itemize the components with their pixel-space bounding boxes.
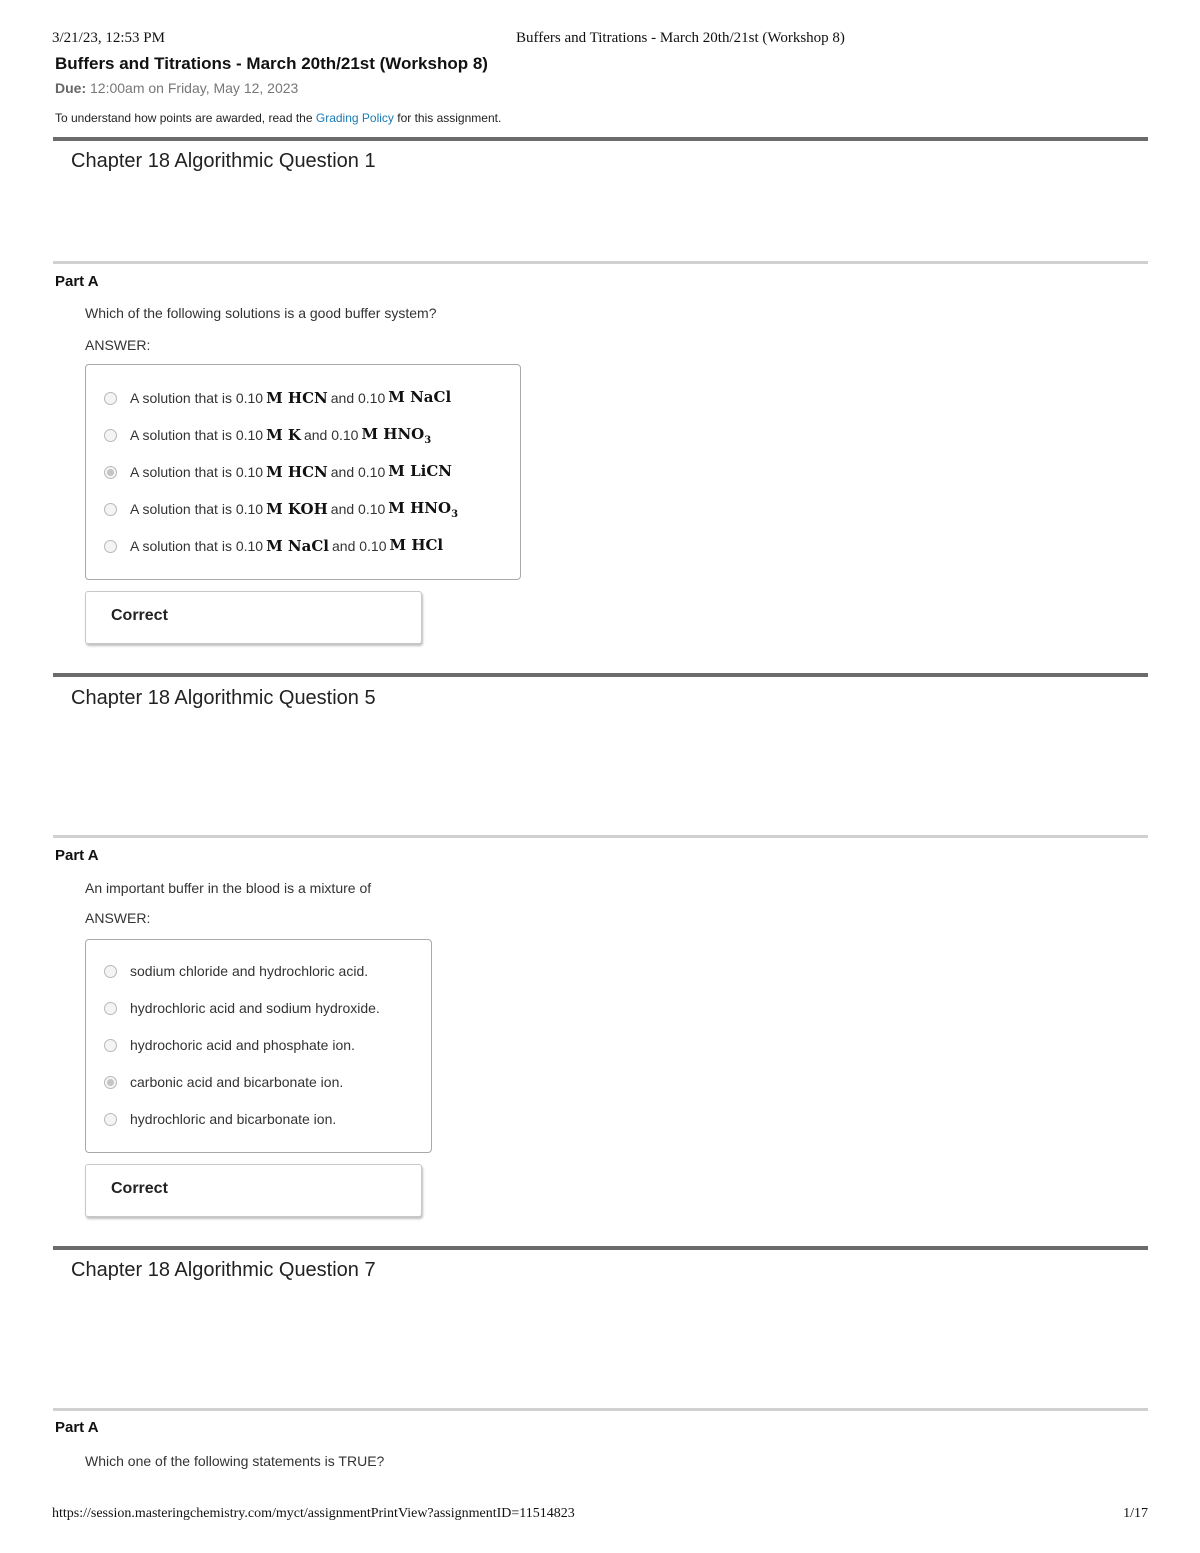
option-text: A solution that is 0.10 (130, 464, 264, 480)
option-text: sodium chloride and hydrochloric acid. (130, 963, 369, 979)
answer-option[interactable] (104, 997, 380, 1019)
print-datetime: 3/21/23, 12:53 PM (52, 30, 165, 46)
due-value: 12:00am on Friday, May 12, 2023 (90, 80, 299, 96)
footer-url: https://session.masteringchemistry.com/myct/assignmentPrintView?assignmentID=11514823 (52, 1506, 575, 1521)
option-text: hydrochloric acid and sodium hydroxide. (130, 1000, 380, 1016)
print-header (52, 30, 1148, 50)
answer-option[interactable] (104, 1108, 336, 1130)
radio-button[interactable] (104, 392, 117, 405)
radio-button[interactable] (104, 503, 117, 516)
radio-button[interactable] (104, 429, 117, 442)
option-text-mid: and 0.10 (330, 464, 386, 480)
answer-option-selected[interactable] (104, 1071, 343, 1093)
chem-formula: M LiCN (388, 461, 452, 480)
feedback-text: Correct (111, 607, 168, 624)
feedback-box (85, 591, 422, 644)
answer-option[interactable] (104, 1034, 355, 1056)
radio-button[interactable] (104, 1039, 117, 1052)
feedback-box (85, 1164, 422, 1217)
chem-formula: M $HNO_3$ (388, 498, 459, 520)
answer-options-box (85, 939, 432, 1153)
grading-policy-note (55, 111, 501, 125)
question-prompt: Which one of the following statements is TRUE? (85, 1453, 385, 1469)
answer-option[interactable] (104, 387, 454, 409)
answer-option-selected[interactable] (104, 461, 455, 483)
chem-formula: M HCN (266, 463, 328, 481)
option-text: carbonic acid and bicarbonate ion. (130, 1074, 344, 1090)
chem-formula: M $HNO_3$ (361, 424, 432, 446)
answer-option[interactable] (104, 498, 461, 520)
part-label: Part A (55, 1419, 99, 1436)
chem-formula: M KOH (266, 500, 328, 518)
radio-button[interactable] (104, 965, 117, 978)
question-title: Chapter 18 Algorithmic Question 5 (71, 687, 376, 709)
question-title: Chapter 18 Algorithmic Question 7 (71, 1259, 376, 1281)
option-text: hydrochoric acid and phosphate ion. (130, 1037, 355, 1053)
option-text-mid: and 0.10 (330, 390, 386, 406)
chem-formula: M HCl (389, 535, 444, 554)
print-doc-title: Buffers and Titrations - March 20th/21st (Workshop 8) (516, 30, 845, 46)
option-text-mid: and 0.10 (330, 501, 386, 517)
policy-suffix: for this assignment. (397, 111, 502, 125)
assignment-title: Buffers and Titrations - March 20th/21st (Workshop 8) (55, 54, 488, 73)
part-label: Part A (55, 847, 99, 864)
feedback-text: Correct (111, 1180, 168, 1197)
question-divider (53, 1246, 1148, 1250)
question-prompt: Which of the following solutions is a good buffer system? (85, 305, 437, 321)
question-divider (53, 137, 1148, 141)
question-prompt: An important buffer in the blood is a mixture of (85, 880, 372, 896)
due-date (55, 80, 298, 96)
option-text: hydrochloric and bicarbonate ion. (130, 1111, 337, 1127)
question-title: Chapter 18 Algorithmic Question 1 (71, 150, 376, 172)
option-text: A solution that is 0.10 (130, 501, 264, 517)
option-text: A solution that is 0.10 (130, 390, 264, 406)
radio-button[interactable] (104, 1002, 117, 1015)
answer-option[interactable] (104, 960, 368, 982)
answer-options-box (85, 364, 521, 580)
part-divider (53, 1408, 1148, 1411)
answer-option[interactable] (104, 535, 446, 557)
policy-prefix: To understand how points are awarded, read the (55, 111, 313, 125)
chem-formula: M NaCl (388, 387, 452, 406)
due-label: Due: (55, 80, 87, 96)
radio-button-selected[interactable] (104, 1076, 117, 1089)
radio-button[interactable] (104, 540, 117, 553)
answer-option[interactable] (104, 424, 434, 446)
page-number: 1/17 (1123, 1506, 1148, 1521)
option-text-mid: and 0.10 (332, 538, 387, 554)
chem-formula: M HCN (266, 389, 328, 407)
part-label: Part A (55, 273, 99, 290)
radio-button[interactable] (104, 1113, 117, 1126)
question-divider (53, 673, 1148, 677)
chem-formula: M NaCl (266, 537, 329, 555)
part-divider (53, 261, 1148, 264)
grading-policy-link[interactable]: Grading Policy (315, 111, 394, 125)
option-text: A solution that is 0.10 (130, 427, 264, 443)
answer-label: ANSWER: (85, 337, 151, 353)
chem-formula: M K (266, 426, 301, 444)
radio-button-selected[interactable] (104, 466, 117, 479)
part-divider (53, 835, 1148, 838)
option-text-mid: and 0.10 (303, 427, 359, 443)
option-text: A solution that is 0.10 (130, 538, 264, 554)
answer-label: ANSWER: (85, 910, 151, 926)
